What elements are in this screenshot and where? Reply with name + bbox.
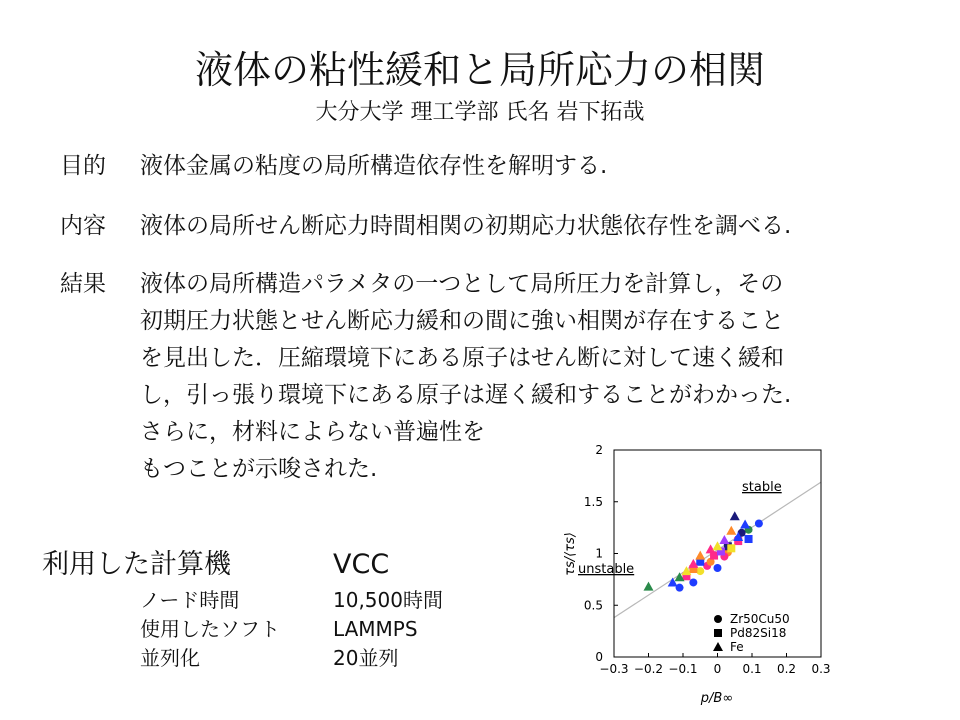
spec-value: LAMMPS bbox=[333, 617, 418, 641]
section-label: 目的 bbox=[60, 153, 106, 179]
y-axis-label: τs/⟨τs⟩ bbox=[563, 532, 578, 576]
spec-key: ノード時間 bbox=[140, 588, 240, 612]
data-point bbox=[696, 567, 704, 575]
x-tick-label: 0.1 bbox=[742, 662, 762, 676]
legend-label: Fe bbox=[730, 640, 744, 654]
data-point bbox=[745, 535, 753, 543]
legend-marker bbox=[714, 615, 722, 623]
data-point bbox=[719, 535, 729, 544]
computer-heading: 利用した計算機 bbox=[42, 549, 231, 580]
legend-label: Zr50Cu50 bbox=[730, 612, 790, 626]
y-tick-label: 0 bbox=[595, 650, 603, 664]
section-label: 内容 bbox=[60, 213, 106, 239]
x-tick-label: −0.1 bbox=[668, 662, 698, 676]
x-tick-label: −0.3 bbox=[599, 662, 629, 676]
computer-name: VCC bbox=[333, 549, 390, 580]
data-point bbox=[740, 520, 750, 529]
section-line: もつことが示唆された. bbox=[140, 456, 378, 482]
x-axis-label: p/B∞ bbox=[700, 691, 734, 706]
y-tick-label: 1 bbox=[595, 546, 603, 561]
legend-label: Pd82Si18 bbox=[730, 626, 787, 640]
x-tick-label: −0.2 bbox=[633, 662, 664, 676]
section-line: 液体の局所せん断応力時間相関の初期応力状態依存性を調べる. bbox=[140, 213, 792, 239]
x-tick-label: 0.3 bbox=[811, 662, 831, 676]
data-point bbox=[676, 584, 684, 592]
section-line: を見出した．圧縮環境下にある原子はせん断に対して速く緩和 bbox=[140, 345, 784, 371]
data-point bbox=[727, 544, 735, 552]
y-tick-label: 0.5 bbox=[583, 598, 603, 613]
data-point bbox=[714, 564, 722, 572]
x-tick-label: 0 bbox=[713, 662, 722, 676]
data-point bbox=[695, 551, 705, 560]
data-point bbox=[689, 578, 697, 586]
spec-value: 10,500時間 bbox=[333, 588, 443, 612]
spec-key: 使用したソフト bbox=[140, 617, 280, 641]
spec-value: 20並列 bbox=[333, 646, 399, 670]
y-tick-label: 2 bbox=[595, 443, 603, 457]
section-line: 初期圧力状態とせん断応力緩和の間に強い相関が存在すること bbox=[140, 308, 784, 334]
data-point bbox=[755, 519, 763, 527]
section-line: 液体の局所構造パラメタの一つとして局所圧力を計算し，その bbox=[140, 271, 784, 297]
section-body bbox=[140, 148, 607, 185]
legend-marker bbox=[714, 629, 722, 637]
annotation-unstable: unstable bbox=[578, 562, 635, 577]
section-body bbox=[140, 208, 791, 245]
data-point bbox=[730, 511, 740, 520]
data-point bbox=[726, 526, 736, 535]
section-line: 液体金属の粘度の局所構造依存性を解明する. bbox=[140, 153, 608, 179]
spec-key: 並列化 bbox=[140, 646, 200, 670]
legend-marker bbox=[713, 642, 723, 651]
y-tick-label: 1.5 bbox=[583, 494, 603, 509]
section-line: し，引っ張り環境下にある原子は遅く緩和することがわかった. bbox=[140, 382, 792, 408]
author-line: 大分大学 理工学部 氏名 岩下拓哉 bbox=[315, 100, 645, 125]
data-point bbox=[644, 582, 654, 591]
section-line: さらに，材料によらない普遍性を bbox=[140, 419, 485, 445]
annotation-stable: stable bbox=[742, 480, 782, 495]
scatter-chart bbox=[530, 438, 840, 713]
x-tick-label: 0.2 bbox=[776, 662, 797, 676]
slide-title: 液体の粘性緩和と局所応力の相関 bbox=[194, 48, 765, 92]
section-label: 結果 bbox=[60, 271, 106, 297]
